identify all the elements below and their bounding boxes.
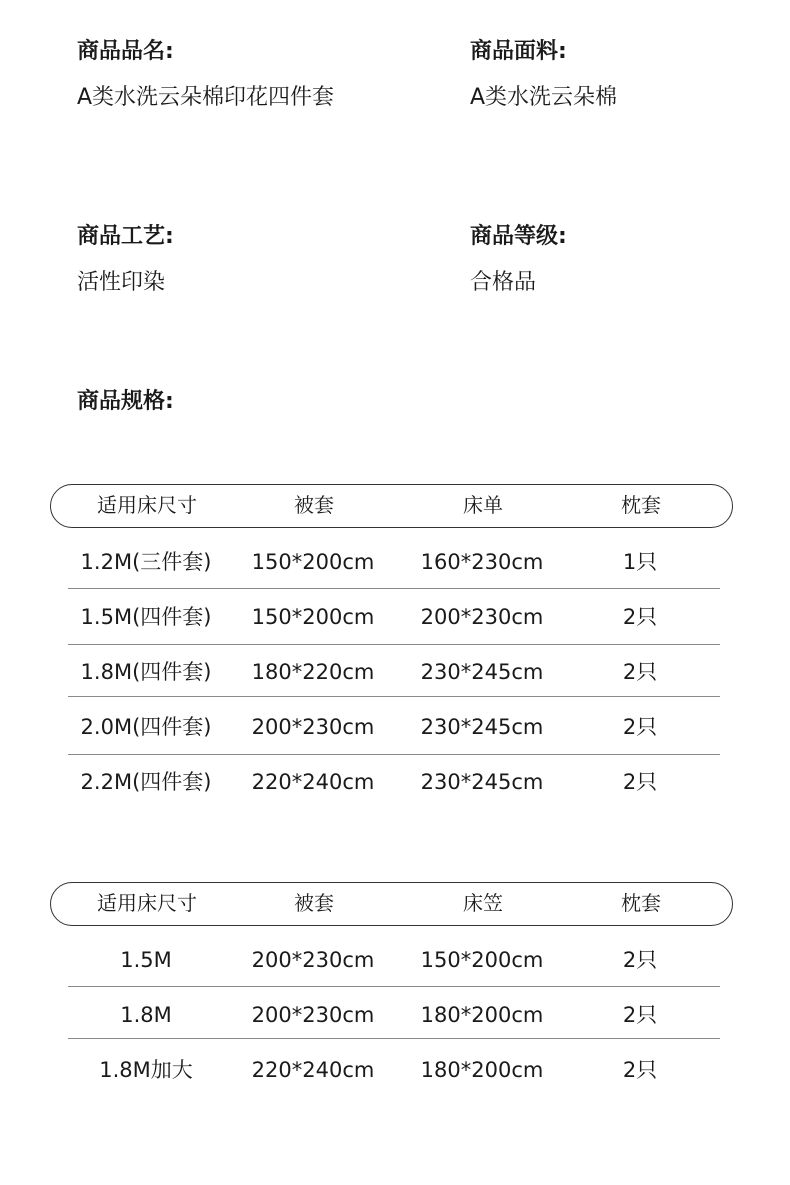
cell-fitted-sheet: 180*200cm: [420, 1058, 544, 1082]
cell-duvet-cover: 150*200cm: [251, 605, 375, 629]
header-bed-size: 适用床尺寸: [97, 891, 197, 915]
row-divider: [68, 1038, 720, 1039]
product-craft-value: 活性印染: [77, 270, 166, 295]
cell-pillowcase: 2只: [622, 605, 658, 629]
table-row: [0, 762, 790, 802]
cell-duvet-cover: 200*230cm: [251, 948, 375, 972]
product-name-field: [77, 37, 334, 113]
cell-bed-size: 1.2M(三件套): [80, 550, 212, 574]
cell-duvet-cover: 220*240cm: [251, 1058, 375, 1082]
table-row: [0, 995, 790, 1035]
table-header: [50, 484, 733, 528]
product-name-label: 商品品名:: [77, 39, 174, 64]
table-row: [0, 707, 790, 747]
row-divider: [68, 696, 720, 697]
cell-bed-size: 2.0M(四件套): [80, 715, 212, 739]
cell-pillowcase: 2只: [622, 715, 658, 739]
header-pillowcase: 枕套: [621, 493, 661, 517]
table-row: [0, 597, 790, 637]
header-bed-size: 适用床尺寸: [97, 493, 197, 517]
header-fitted-sheet: 床笠: [463, 891, 503, 915]
product-spec-label: 商品规格:: [77, 389, 174, 414]
cell-pillowcase: 1只: [622, 550, 658, 574]
header-bed-sheet: 床单: [463, 493, 503, 517]
cell-bed-size: 1.5M(四件套): [80, 605, 212, 629]
cell-pillowcase: 2只: [622, 660, 658, 684]
table-row: [0, 542, 790, 582]
cell-bed-sheet: 160*230cm: [420, 550, 544, 574]
cell-bed-sheet: 200*230cm: [420, 605, 544, 629]
cell-bed-size: 1.8M(四件套): [80, 660, 212, 684]
header-duvet-cover: 被套: [294, 891, 334, 915]
cell-duvet-cover: 200*230cm: [251, 715, 375, 739]
table-row: [0, 940, 790, 980]
product-grade-label: 商品等级:: [470, 224, 567, 249]
table-header: [50, 882, 733, 926]
product-grade-field: [470, 222, 567, 298]
row-divider: [68, 754, 720, 755]
product-material-label: 商品面料:: [470, 39, 567, 64]
table-row: [0, 1050, 790, 1090]
cell-duvet-cover: 220*240cm: [251, 770, 375, 794]
product-material-field: [470, 37, 617, 113]
cell-bed-sheet: 230*245cm: [420, 660, 544, 684]
header-duvet-cover: 被套: [294, 493, 334, 517]
header-pillowcase: 枕套: [621, 891, 661, 915]
cell-fitted-sheet: 180*200cm: [420, 1003, 544, 1027]
cell-bed-size: 2.2M(四件套): [80, 770, 212, 794]
product-craft-label: 商品工艺:: [77, 224, 174, 249]
row-divider: [68, 644, 720, 645]
product-craft-field: [77, 222, 174, 298]
cell-duvet-cover: 180*220cm: [251, 660, 375, 684]
row-divider: [68, 986, 720, 987]
table-row: [0, 652, 790, 692]
cell-bed-size: 1.8M: [120, 1003, 172, 1027]
cell-bed-sheet: 230*245cm: [420, 770, 544, 794]
cell-duvet-cover: 150*200cm: [251, 550, 375, 574]
row-divider: [68, 588, 720, 589]
cell-pillowcase: 2只: [622, 948, 658, 972]
cell-bed-size: 1.5M: [120, 948, 172, 972]
cell-bed-size: 1.8M加大: [99, 1058, 193, 1082]
cell-bed-sheet: 230*245cm: [420, 715, 544, 739]
product-grade-value: 合格品: [470, 270, 537, 295]
cell-duvet-cover: 200*230cm: [251, 1003, 375, 1027]
cell-fitted-sheet: 150*200cm: [420, 948, 544, 972]
product-name-value: A类水洗云朵棉印花四件套: [77, 85, 335, 110]
cell-pillowcase: 2只: [622, 1003, 658, 1027]
cell-pillowcase: 2只: [622, 1058, 658, 1082]
product-material-value: A类水洗云朵棉: [470, 85, 618, 110]
cell-pillowcase: 2只: [622, 770, 658, 794]
